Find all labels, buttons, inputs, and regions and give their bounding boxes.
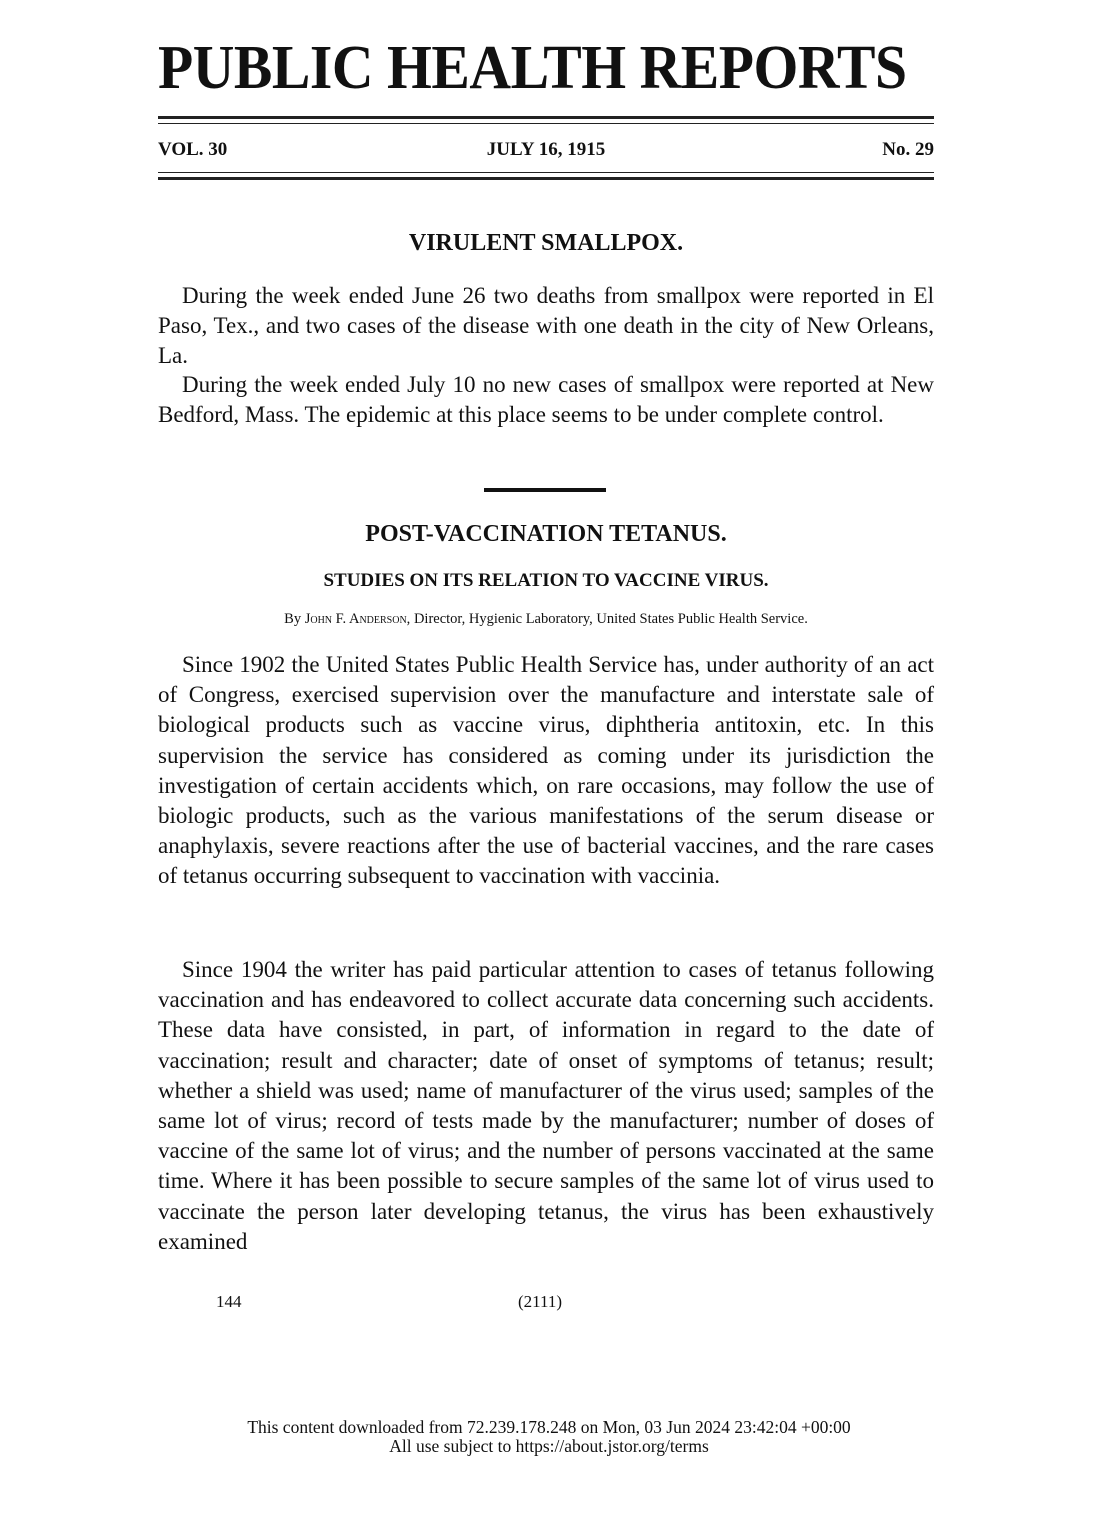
author-affiliation: Director, Hygienic Laboratory, United States Public Health Service.	[413, 611, 808, 627]
article2-paragraph: Since 1904 the writer has paid particular attention to cases of tetanus following vaccination and has endeavored to collect accurate data concerning such accidents. These data have consisted, in part, of information in regard to the date of vaccination; result and character; date of onset of symptoms of tetanus; result; whether a shield was used; name of manufacturer of the virus used; samples of the same lot of virus; record of tests made by the manufacturer; number of doses of vaccine of the same lot of virus; and the number of persons vaccinated at the same time. Where it has been possible to secure samples of the same lot of virus used to vaccinate the person later developing tetanus, the virus has been exhaustively examined	[158, 957, 934, 1254]
article2-title: POST-VACCINATION TETANUS.	[365, 521, 727, 547]
issue-info-row	[158, 139, 934, 165]
issue-number: No. 29	[882, 139, 934, 160]
header-rule-bottom	[158, 177, 934, 180]
header-rule-top	[158, 116, 934, 119]
article2-paragraph: Since 1902 the United States Public Health Service has, under authority of an act of Congress, exercised supervision over the manufacture and interstate sale of biological products such as vaccine virus, diphtheria antitoxin, etc. In this supervision the service has considered as coming under its jurisdiction the investigation of certain accidents which, on rare occasions, may follow the use of biologic products, such as the various manifestations of the serum disease or anaphylaxis, severe reactions after the use of bacterial vaccines, and the rare cases of tetanus occurring subsequent to vaccination with vaccinia.	[158, 652, 934, 889]
article1-paragraph: During the week ended June 26 two deaths from smallpox were reported in El Paso, Tex., and two cases of the disease with one death in the city of New Orleans, La.	[158, 283, 934, 369]
download-notice: This content downloaded from 72.239.178.248 on Mon, 03 Jun 2024 23:42:04 +00:00	[247, 1417, 851, 1437]
byline-prefix: By	[284, 611, 302, 627]
header-rule-top-thin	[158, 123, 934, 124]
article1-title: VIRULENT SMALLPOX.	[408, 230, 684, 256]
serial-page-number: (2111)	[518, 1292, 563, 1311]
author-name: John F. Anderson,	[304, 611, 411, 627]
volume-label: VOL. 30	[158, 139, 228, 160]
terms-notice: All use subject to https://about.jstor.org/terms	[389, 1436, 709, 1456]
section-separator	[484, 488, 606, 492]
journal-title: PUBLIC HEALTH REPORTS	[158, 34, 907, 102]
article1-paragraph: During the week ended July 10 no new cases of smallpox were reported at New Bedford, Mass. The epidemic at this place seems to be under complete control.	[158, 372, 934, 428]
page-number: 144	[216, 1292, 242, 1311]
article2-subtitle: STUDIES ON ITS RELATION TO VACCINE VIRUS.	[323, 570, 769, 591]
header-rule-bottom-thin	[158, 172, 934, 173]
article2-byline	[158, 611, 934, 628]
issue-date: JULY 16, 1915	[486, 139, 606, 160]
